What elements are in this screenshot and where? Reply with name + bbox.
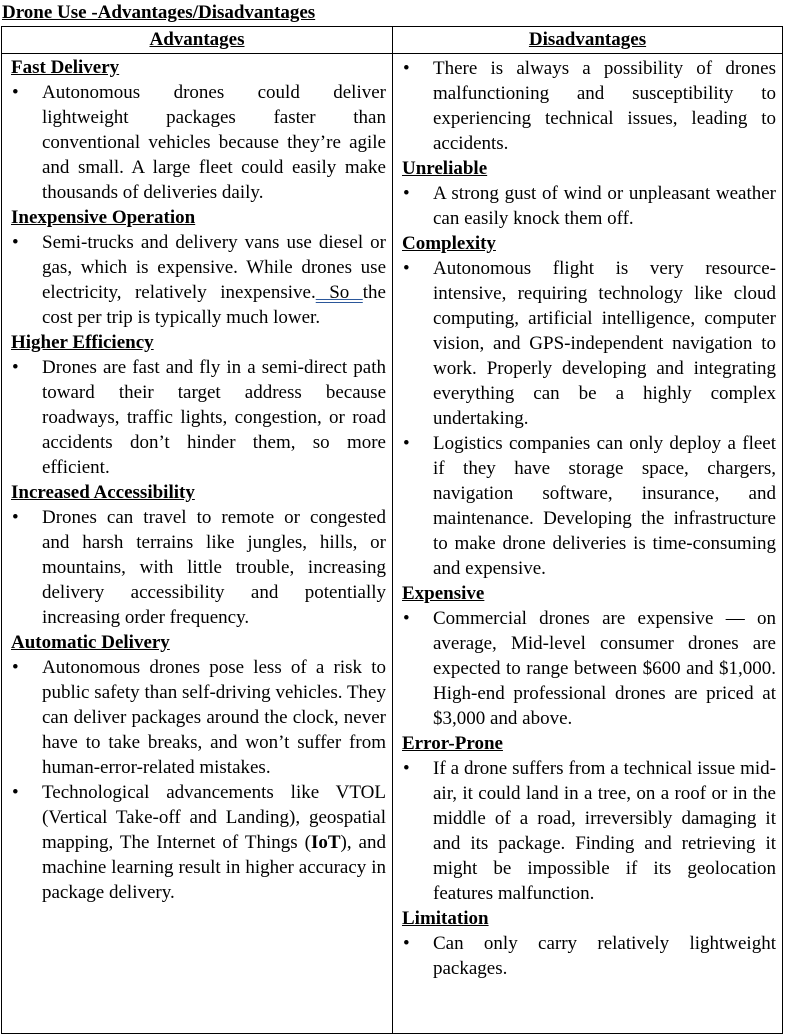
section-heading-inexpensive-operation: Inexpensive Operation [11,207,196,228]
list-item [402,756,776,906]
emphasis-word: So [315,282,363,303]
bullet-icon: • [403,258,410,279]
comparison-table [1,26,783,1034]
bullet-icon: • [12,507,19,528]
list-item [11,355,386,480]
list-item [402,606,776,731]
list-item-text: Technological advancements like VTOL (Vertical Take-off and Landing), geospatial mapping, The Internet of Things (IoT), and machine learning result in higher accuracy in package delivery. [42,782,386,903]
list-item [11,505,386,630]
section-heading-automatic-delivery: Automatic Delivery [11,632,170,653]
section-heading-unreliable: Unreliable [402,158,488,179]
list-item-text: Autonomous drones pose less of a risk to public safety than self-driving vehicles. They can deliver packages around the clock, never have to take breaks, and won’t suffer from human-error-related mistakes. [42,657,386,778]
list-item [402,256,776,431]
list-item [402,56,776,156]
list-item-text: Autonomous drones could deliver lightweight packages faster than conventional vehicles because they’re agile and small. A large fleet could easily make thousands of deliveries daily. [42,82,386,203]
disadvantages-body [393,54,782,981]
disadvantages-header: Disadvantages [393,27,782,54]
list-item [402,431,776,581]
list-item [11,230,386,330]
bullet-icon: • [12,782,19,803]
bullet-icon: • [12,657,19,678]
section-heading-increased-accessibility: Increased Accessibility [11,482,195,503]
bullet-icon: • [12,232,19,253]
advantages-body [2,54,392,905]
bullet-icon: • [12,357,19,378]
bullet-icon: • [403,608,410,629]
list-item-text: Semi-trucks and delivery vans use diesel or gas, which is expensive. While drones use electricity, relatively inexpensive. So the cost per trip is typically much lower. [42,232,386,328]
bullet-icon: • [403,183,410,204]
list-item [402,181,776,231]
section-heading-limitation: Limitation [402,908,489,929]
advantages-column [2,27,393,1033]
list-item-text: There is always a possibility of drones malfunctioning and susceptibility to experiencing technical issues, leading to accidents. [433,58,776,154]
list-item-text: Logistics companies can only deploy a fleet if they have storage space, chargers, navigation software, insurance, and maintenance. Developing the infrastructure to make drone deliveries is time-consuming and expensive. [433,433,776,579]
section-heading-complexity: Complexity [402,233,496,254]
list-item [11,780,386,905]
section-heading-expensive: Expensive [402,583,485,604]
list-item-text: Commercial drones are expensive — on average, Mid-level consumer drones are expected to range between $600 and $1,000. High-end professional drones are priced at $3,000 and above. [433,608,776,729]
list-item [11,655,386,780]
bullet-icon: • [403,933,410,954]
list-item-text: Drones are fast and fly in a semi-direct path toward their target address because roadways, traffic lights, congestion, or road accidents don’t hinder them, so more efficient. [42,357,386,478]
list-item-text: A strong gust of wind or unpleasant weather can easily knock them off. [433,183,776,229]
list-item [402,931,776,981]
bullet-icon: • [403,433,410,454]
section-heading-error-prone: Error-Prone [402,733,503,754]
list-item-text: Can only carry relatively lightweight packages. [433,933,776,979]
section-heading-higher-efficiency: Higher Efficiency [11,332,154,353]
document-title: Drone Use -Advantages/Disadvantages [2,2,316,23]
bullet-icon: • [12,82,19,103]
list-item [11,80,386,205]
disadvantages-column [393,27,782,1033]
list-item-text: Autonomous flight is very resource-intensive, requiring technology like cloud computing, artificial intelligence, computer vision, and GPS-independent navigation to work. Properly developing and integrating everything can be a highly complex undertaking. [433,258,776,429]
advantages-header: Advantages [2,27,392,54]
list-item-text: Drones can travel to remote or congested and harsh terrains like jungles, hills, or mountains, with little trouble, increasing delivery accessibility and potentially increasing order frequency. [42,507,386,628]
bullet-icon: • [403,758,410,779]
bullet-icon: • [403,58,410,79]
emphasis-word: IoT [310,832,341,853]
section-heading-fast-delivery: Fast Delivery [11,57,120,78]
list-item-text: If a drone suffers from a technical issue mid-air, it could land in a tree, on a roof or in the middle of a road, irreversibly damaging it and its package. Finding and retrieving it might be impossible if its geolocation features malfunction. [433,758,776,904]
